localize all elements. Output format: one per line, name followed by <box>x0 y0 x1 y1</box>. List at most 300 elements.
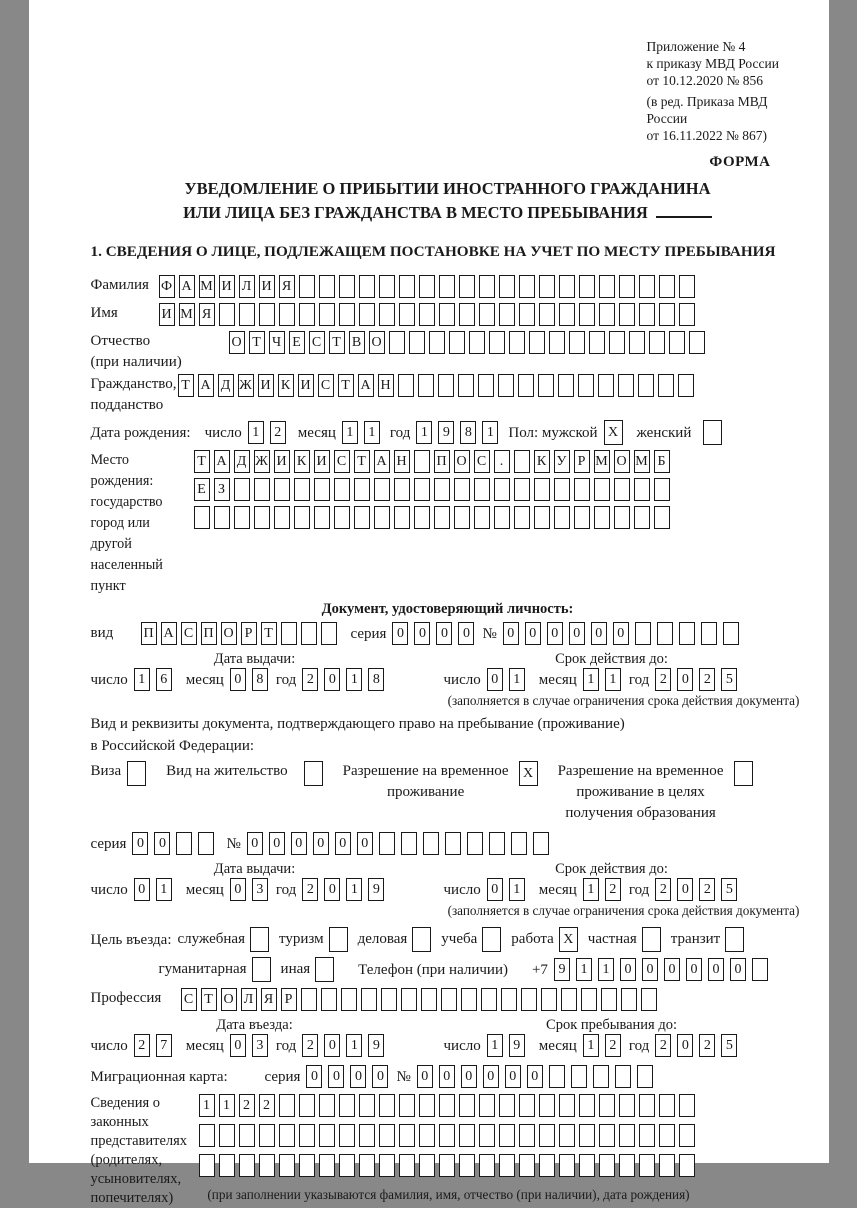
char-box[interactable] <box>438 374 454 397</box>
char-box[interactable] <box>459 1094 475 1117</box>
char-box[interactable] <box>499 1154 515 1177</box>
char-box[interactable] <box>414 478 430 501</box>
char-box[interactable]: С <box>181 988 197 1011</box>
char-box[interactable] <box>679 1154 695 1177</box>
char-box[interactable] <box>641 988 657 1011</box>
char-box[interactable] <box>319 1154 335 1177</box>
char-box[interactable] <box>574 478 590 501</box>
char-box[interactable]: 0 <box>324 1034 340 1057</box>
char-box[interactable] <box>439 303 455 326</box>
char-box[interactable]: А <box>161 622 177 645</box>
char-box[interactable] <box>657 622 673 645</box>
char-box[interactable] <box>409 331 425 354</box>
char-box[interactable] <box>474 478 490 501</box>
char-box[interactable] <box>419 303 435 326</box>
char-box[interactable] <box>514 506 530 529</box>
char-box[interactable] <box>401 988 417 1011</box>
char-box[interactable]: 9 <box>438 421 454 444</box>
char-box[interactable]: 0 <box>306 1065 322 1088</box>
char-box[interactable] <box>439 1094 455 1117</box>
char-box[interactable]: А <box>198 374 214 397</box>
char-box[interactable]: Т <box>201 988 217 1011</box>
char-box[interactable] <box>519 1094 535 1117</box>
char-box[interactable] <box>319 275 335 298</box>
char-box[interactable] <box>379 275 395 298</box>
char-box[interactable] <box>414 506 430 529</box>
char-box[interactable]: 1 <box>248 421 264 444</box>
char-box[interactable] <box>539 1124 555 1147</box>
char-box[interactable]: 9 <box>368 1034 384 1057</box>
char-box[interactable] <box>339 303 355 326</box>
char-box[interactable]: 0 <box>335 832 351 855</box>
char-box[interactable] <box>514 450 530 473</box>
char-box[interactable] <box>581 988 597 1011</box>
char-box[interactable]: Я <box>261 988 277 1011</box>
char-box[interactable]: 0 <box>372 1065 388 1088</box>
char-box[interactable]: А <box>179 275 195 298</box>
char-box[interactable]: И <box>274 450 290 473</box>
char-box[interactable] <box>723 622 739 645</box>
char-box[interactable] <box>594 506 610 529</box>
char-box[interactable]: 8 <box>368 668 384 691</box>
char-box[interactable]: 0 <box>527 1065 543 1088</box>
char-box[interactable]: Т <box>354 450 370 473</box>
char-box[interactable]: О <box>229 331 245 354</box>
char-box[interactable]: Т <box>329 331 345 354</box>
char-box[interactable] <box>274 506 290 529</box>
temp-residence-edu-checkbox[interactable] <box>734 761 753 786</box>
char-box[interactable]: М <box>634 450 650 473</box>
char-box[interactable] <box>294 506 310 529</box>
char-box[interactable]: 0 <box>677 878 693 901</box>
char-box[interactable] <box>609 331 625 354</box>
char-box[interactable]: 0 <box>730 958 746 981</box>
char-box[interactable] <box>379 832 395 855</box>
char-box[interactable] <box>474 506 490 529</box>
char-box[interactable] <box>549 1065 565 1088</box>
char-box[interactable]: 2 <box>605 1034 621 1057</box>
char-box[interactable] <box>499 1094 515 1117</box>
char-box[interactable]: 0 <box>487 668 503 691</box>
char-box[interactable]: Д <box>218 374 234 397</box>
char-box[interactable] <box>399 275 415 298</box>
char-box[interactable]: 0 <box>569 622 585 645</box>
char-box[interactable] <box>234 478 250 501</box>
char-box[interactable] <box>379 303 395 326</box>
char-box[interactable]: И <box>258 374 274 397</box>
char-box[interactable] <box>639 1094 655 1117</box>
char-box[interactable]: 0 <box>458 622 474 645</box>
char-box[interactable] <box>279 1094 295 1117</box>
char-box[interactable]: 0 <box>324 878 340 901</box>
char-box[interactable]: 7 <box>156 1034 172 1057</box>
char-box[interactable] <box>379 1154 395 1177</box>
char-box[interactable]: Р <box>281 988 297 1011</box>
char-box[interactable] <box>374 478 390 501</box>
char-box[interactable] <box>659 1094 675 1117</box>
char-box[interactable] <box>638 374 654 397</box>
char-box[interactable]: 2 <box>605 878 621 901</box>
char-box[interactable]: 0 <box>547 622 563 645</box>
char-box[interactable]: 2 <box>239 1094 255 1117</box>
char-box[interactable] <box>359 275 375 298</box>
char-box[interactable]: 0 <box>483 1065 499 1088</box>
char-box[interactable]: 0 <box>677 668 693 691</box>
char-box[interactable] <box>561 988 577 1011</box>
char-box[interactable]: 2 <box>655 668 671 691</box>
char-box[interactable]: О <box>369 331 385 354</box>
char-box[interactable]: 0 <box>414 622 430 645</box>
char-box[interactable] <box>341 988 357 1011</box>
char-box[interactable]: 2 <box>134 1034 150 1057</box>
char-box[interactable]: С <box>181 622 197 645</box>
char-box[interactable] <box>599 275 615 298</box>
char-box[interactable]: 0 <box>613 622 629 645</box>
char-box[interactable] <box>498 374 514 397</box>
char-box[interactable]: Т <box>261 622 277 645</box>
char-box[interactable]: К <box>534 450 550 473</box>
char-box[interactable] <box>198 832 214 855</box>
char-box[interactable]: Т <box>249 331 265 354</box>
char-box[interactable]: О <box>221 622 237 645</box>
char-box[interactable] <box>635 622 651 645</box>
char-box[interactable]: 1 <box>156 878 172 901</box>
char-box[interactable]: 6 <box>156 668 172 691</box>
char-box[interactable]: А <box>358 374 374 397</box>
char-box[interactable]: 9 <box>554 958 570 981</box>
char-box[interactable]: 1 <box>346 878 362 901</box>
char-box[interactable]: О <box>221 988 237 1011</box>
char-box[interactable] <box>539 1094 555 1117</box>
char-box[interactable] <box>519 1154 535 1177</box>
char-box[interactable] <box>321 988 337 1011</box>
char-box[interactable]: Е <box>194 478 210 501</box>
char-box[interactable] <box>239 1124 255 1147</box>
char-box[interactable] <box>176 832 192 855</box>
char-box[interactable] <box>579 275 595 298</box>
char-box[interactable] <box>418 374 434 397</box>
char-box[interactable] <box>389 331 405 354</box>
char-box[interactable] <box>593 1065 609 1088</box>
char-box[interactable]: 1 <box>605 668 621 691</box>
char-box[interactable] <box>574 506 590 529</box>
char-box[interactable] <box>618 374 634 397</box>
char-box[interactable]: 1 <box>583 1034 599 1057</box>
char-box[interactable] <box>259 303 275 326</box>
char-box[interactable]: 0 <box>505 1065 521 1088</box>
char-box[interactable] <box>299 275 315 298</box>
char-box[interactable] <box>501 988 517 1011</box>
char-box[interactable] <box>401 832 417 855</box>
char-box[interactable]: 1 <box>199 1094 215 1117</box>
char-box[interactable] <box>599 303 615 326</box>
char-box[interactable]: Д <box>234 450 250 473</box>
char-box[interactable] <box>301 622 317 645</box>
char-box[interactable] <box>599 1094 615 1117</box>
char-box[interactable] <box>379 1094 395 1117</box>
char-box[interactable]: О <box>614 450 630 473</box>
char-box[interactable]: Т <box>194 450 210 473</box>
purpose-work-checkbox[interactable]: X <box>559 927 578 952</box>
char-box[interactable]: 0 <box>230 668 246 691</box>
char-box[interactable]: Л <box>239 275 255 298</box>
char-box[interactable]: 2 <box>699 878 715 901</box>
char-box[interactable] <box>399 1154 415 1177</box>
char-box[interactable] <box>279 303 295 326</box>
char-box[interactable]: 1 <box>219 1094 235 1117</box>
char-box[interactable] <box>539 1154 555 1177</box>
char-box[interactable] <box>479 1124 495 1147</box>
char-box[interactable]: 1 <box>346 1034 362 1057</box>
char-box[interactable]: 0 <box>269 832 285 855</box>
char-box[interactable] <box>339 1154 355 1177</box>
char-box[interactable]: 0 <box>291 832 307 855</box>
char-box[interactable] <box>619 275 635 298</box>
char-box[interactable] <box>359 1094 375 1117</box>
char-box[interactable] <box>459 275 475 298</box>
char-box[interactable] <box>359 1154 375 1177</box>
char-box[interactable] <box>434 506 450 529</box>
char-box[interactable] <box>394 506 410 529</box>
char-box[interactable] <box>594 478 610 501</box>
char-box[interactable] <box>254 478 270 501</box>
char-box[interactable] <box>514 478 530 501</box>
char-box[interactable] <box>659 1124 675 1147</box>
char-box[interactable]: И <box>159 303 175 326</box>
char-box[interactable] <box>539 303 555 326</box>
char-box[interactable]: Н <box>378 374 394 397</box>
char-box[interactable]: 1 <box>576 958 592 981</box>
char-box[interactable]: Л <box>241 988 257 1011</box>
char-box[interactable]: 1 <box>487 1034 503 1057</box>
char-box[interactable] <box>359 303 375 326</box>
char-box[interactable]: И <box>219 275 235 298</box>
char-box[interactable]: 0 <box>230 878 246 901</box>
char-box[interactable] <box>615 1065 631 1088</box>
char-box[interactable] <box>494 478 510 501</box>
char-box[interactable]: У <box>554 450 570 473</box>
char-box[interactable] <box>281 622 297 645</box>
char-box[interactable] <box>499 275 515 298</box>
char-box[interactable]: Ч <box>269 331 285 354</box>
char-box[interactable] <box>559 303 575 326</box>
char-box[interactable]: 0 <box>328 1065 344 1088</box>
char-box[interactable]: 0 <box>154 832 170 855</box>
char-box[interactable] <box>445 832 461 855</box>
char-box[interactable] <box>659 303 675 326</box>
char-box[interactable] <box>239 303 255 326</box>
char-box[interactable]: 1 <box>346 668 362 691</box>
char-box[interactable]: Ф <box>159 275 175 298</box>
char-box[interactable]: 0 <box>686 958 702 981</box>
char-box[interactable]: Р <box>574 450 590 473</box>
char-box[interactable] <box>489 331 505 354</box>
char-box[interactable]: В <box>349 331 365 354</box>
sex-female-checkbox[interactable] <box>703 420 722 445</box>
char-box[interactable]: 1 <box>134 668 150 691</box>
char-box[interactable] <box>339 1124 355 1147</box>
char-box[interactable]: 2 <box>302 878 318 901</box>
char-box[interactable] <box>234 506 250 529</box>
char-box[interactable] <box>639 303 655 326</box>
char-box[interactable] <box>334 478 350 501</box>
purpose-humanitarian-checkbox[interactable] <box>252 957 271 982</box>
char-box[interactable] <box>467 832 483 855</box>
char-box[interactable] <box>339 275 355 298</box>
char-box[interactable] <box>554 506 570 529</box>
char-box[interactable] <box>479 1154 495 1177</box>
char-box[interactable] <box>414 450 430 473</box>
char-box[interactable]: 0 <box>642 958 658 981</box>
char-box[interactable]: М <box>594 450 610 473</box>
char-box[interactable] <box>521 988 537 1011</box>
char-box[interactable] <box>494 506 510 529</box>
char-box[interactable]: 0 <box>461 1065 477 1088</box>
char-box[interactable] <box>479 303 495 326</box>
char-box[interactable]: 0 <box>708 958 724 981</box>
char-box[interactable] <box>619 1124 635 1147</box>
char-box[interactable]: 2 <box>655 878 671 901</box>
char-box[interactable] <box>659 275 675 298</box>
char-box[interactable]: И <box>259 275 275 298</box>
char-box[interactable]: 1 <box>482 421 498 444</box>
char-box[interactable] <box>419 1154 435 1177</box>
char-box[interactable]: С <box>318 374 334 397</box>
char-box[interactable] <box>599 1124 615 1147</box>
char-box[interactable] <box>679 1124 695 1147</box>
char-box[interactable] <box>399 1094 415 1117</box>
char-box[interactable]: 3 <box>252 1034 268 1057</box>
char-box[interactable] <box>319 1094 335 1117</box>
char-box[interactable] <box>752 958 768 981</box>
char-box[interactable] <box>578 374 594 397</box>
char-box[interactable]: К <box>294 450 310 473</box>
char-box[interactable] <box>454 478 470 501</box>
char-box[interactable] <box>259 1124 275 1147</box>
char-box[interactable] <box>439 275 455 298</box>
residence-permit-checkbox[interactable] <box>304 761 323 786</box>
char-box[interactable] <box>321 622 337 645</box>
char-box[interactable]: 2 <box>699 1034 715 1057</box>
char-box[interactable] <box>301 988 317 1011</box>
char-box[interactable]: 2 <box>259 1094 275 1117</box>
char-box[interactable]: Я <box>199 303 215 326</box>
char-box[interactable] <box>359 1124 375 1147</box>
char-box[interactable]: 9 <box>509 1034 525 1057</box>
char-box[interactable]: Т <box>178 374 194 397</box>
char-box[interactable] <box>381 988 397 1011</box>
char-box[interactable] <box>479 275 495 298</box>
char-box[interactable]: Ж <box>254 450 270 473</box>
char-box[interactable] <box>571 1065 587 1088</box>
char-box[interactable] <box>529 331 545 354</box>
char-box[interactable] <box>239 1154 255 1177</box>
char-box[interactable] <box>299 1124 315 1147</box>
char-box[interactable] <box>599 1154 615 1177</box>
char-box[interactable] <box>634 478 650 501</box>
char-box[interactable]: 0 <box>350 1065 366 1088</box>
char-box[interactable] <box>511 832 527 855</box>
char-box[interactable] <box>679 1094 695 1117</box>
purpose-transit-checkbox[interactable] <box>725 927 744 952</box>
char-box[interactable]: Т <box>338 374 354 397</box>
char-box[interactable] <box>479 1094 495 1117</box>
char-box[interactable] <box>598 374 614 397</box>
char-box[interactable] <box>533 832 549 855</box>
char-box[interactable]: 1 <box>583 878 599 901</box>
char-box[interactable] <box>274 478 290 501</box>
char-box[interactable] <box>654 506 670 529</box>
char-box[interactable] <box>654 478 670 501</box>
char-box[interactable] <box>199 1154 215 1177</box>
char-box[interactable] <box>219 1124 235 1147</box>
char-box[interactable] <box>419 1094 435 1117</box>
char-box[interactable] <box>254 506 270 529</box>
char-box[interactable]: И <box>314 450 330 473</box>
char-box[interactable]: . <box>494 450 510 473</box>
char-box[interactable] <box>559 1154 575 1177</box>
char-box[interactable] <box>629 331 645 354</box>
char-box[interactable] <box>214 506 230 529</box>
char-box[interactable] <box>449 331 465 354</box>
char-box[interactable] <box>518 374 534 397</box>
char-box[interactable] <box>219 1154 235 1177</box>
char-box[interactable] <box>421 988 437 1011</box>
char-box[interactable]: 0 <box>591 622 607 645</box>
char-box[interactable]: М <box>199 275 215 298</box>
char-box[interactable]: 0 <box>620 958 636 981</box>
char-box[interactable]: З <box>214 478 230 501</box>
char-box[interactable] <box>589 331 605 354</box>
char-box[interactable] <box>499 1124 515 1147</box>
char-box[interactable]: 5 <box>721 1034 737 1057</box>
char-box[interactable] <box>379 1124 395 1147</box>
char-box[interactable]: Б <box>654 450 670 473</box>
char-box[interactable]: Н <box>394 450 410 473</box>
char-box[interactable]: 0 <box>417 1065 433 1088</box>
char-box[interactable] <box>279 1154 295 1177</box>
char-box[interactable]: 0 <box>324 668 340 691</box>
char-box[interactable] <box>689 331 705 354</box>
char-box[interactable] <box>659 1154 675 1177</box>
char-box[interactable] <box>489 832 505 855</box>
char-box[interactable] <box>199 1124 215 1147</box>
char-box[interactable] <box>519 275 535 298</box>
purpose-business-checkbox[interactable] <box>412 927 431 952</box>
char-box[interactable]: А <box>214 450 230 473</box>
char-box[interactable] <box>459 303 475 326</box>
char-box[interactable]: 0 <box>503 622 519 645</box>
char-box[interactable] <box>419 1124 435 1147</box>
char-box[interactable] <box>569 331 585 354</box>
char-box[interactable] <box>639 1124 655 1147</box>
char-box[interactable] <box>478 374 494 397</box>
char-box[interactable]: А <box>374 450 390 473</box>
char-box[interactable] <box>534 506 550 529</box>
char-box[interactable]: Ж <box>238 374 254 397</box>
char-box[interactable]: П <box>434 450 450 473</box>
char-box[interactable] <box>679 303 695 326</box>
char-box[interactable] <box>314 478 330 501</box>
char-box[interactable]: 0 <box>487 878 503 901</box>
char-box[interactable] <box>639 275 655 298</box>
char-box[interactable]: С <box>309 331 325 354</box>
char-box[interactable] <box>614 506 630 529</box>
char-box[interactable]: К <box>278 374 294 397</box>
char-box[interactable]: 0 <box>230 1034 246 1057</box>
char-box[interactable]: 1 <box>509 878 525 901</box>
char-box[interactable] <box>519 303 535 326</box>
